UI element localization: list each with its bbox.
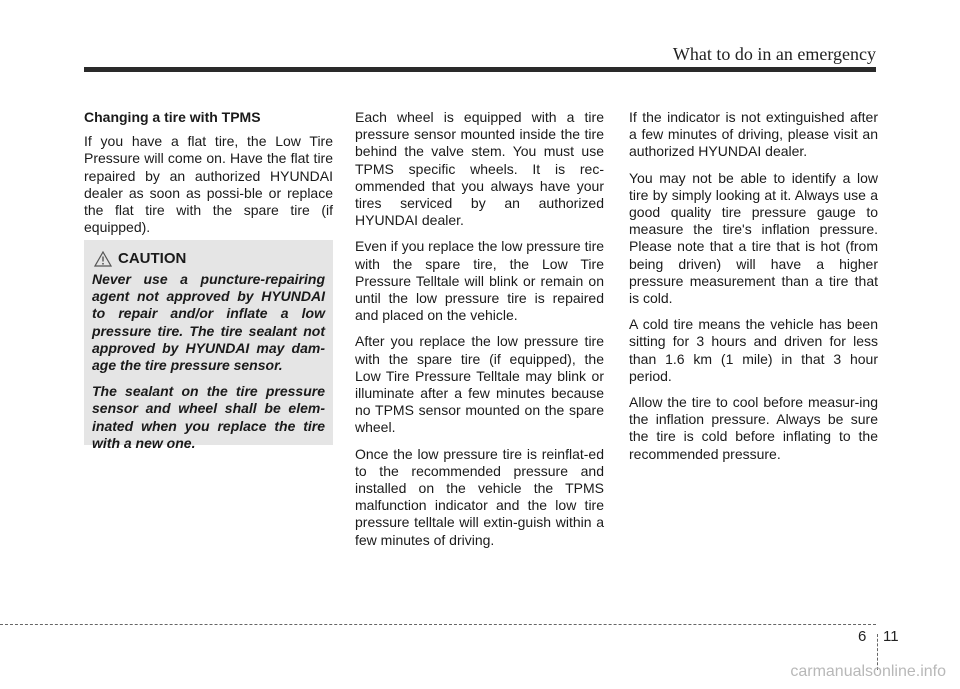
paragraph: After you replace the low pressure tire with the spare tire (if equipped), the Low Tire Pressure Telltale may blink or illuminate after a few minutes because no TPMS sensor mounted on the spare wheel. [355, 333, 604, 436]
watermark: carmanualsonline.info [790, 663, 946, 680]
column-right [629, 109, 878, 472]
caution-heading [94, 250, 325, 267]
chapter-number: 6 [858, 628, 867, 645]
paragraph: Once the low pressure tire is reinflat-ed to the recommended pressure and installed on the vehicle the TPMS malfunction indicator and the low tire pressure telltale will extin-guish within a few minutes of driving. [355, 445, 604, 548]
footer-divider [0, 624, 876, 625]
paragraph: You may not be able to identify a low tire by simply looking at it. Always use a good quality tire pressure gauge to measure the tire's inflation pressure. Please note that a tire that is hot (from being driven) will have a higher pressure measurement than a tire that is cold. [629, 169, 878, 307]
paragraph: If you have a flat tire, the Low Tire Pressure will come on. Have the flat tire repaired by an authorized HYUNDAI dealer as soon as possi-ble or replace the flat tire with the spare tire (if equipped). [84, 133, 333, 236]
paragraph: Allow the tire to cool before measur-ing the inflation pressure. Always be sure the tire is cold before inflating to the recommended pressure. [629, 394, 878, 462]
paragraph: If the indicator is not extinguished after a few minutes of driving, please visit an authorized HYUNDAI dealer. [629, 109, 878, 160]
header-rule [84, 67, 876, 72]
warning-triangle-icon [94, 251, 112, 267]
paragraph: Each wheel is equipped with a tire pressure sensor mounted inside the tire behind the valve stem. You must use TPMS specific wheels. It is rec-ommended that you always have your tires serviced by an authorized HYUNDAI dealer. [355, 109, 604, 229]
column-left [84, 109, 333, 245]
paragraph: Even if you replace the low pressure tire with the spare tire, the Low Tire Pressure Telltale will blink or remain on until the low pressure tire is repaired and placed on the vehicle. [355, 238, 605, 324]
caution-title: CAUTION [118, 250, 187, 267]
column-middle [355, 109, 604, 558]
caution-paragraph: Never use a puncture-repairing agent not approved by HYUNDAI to repair and/or inflate a low pressure tire. The tire sealant not approved by HYUNDAI may dam-age the tire pressure sensor. [92, 271, 325, 374]
section-heading: Changing a tire with TPMS [84, 109, 261, 125]
header-title: What to do in an emergency [672, 44, 876, 64]
page-number: 11 [883, 628, 899, 645]
caution-paragraph: The sealant on the tire pressure sensor and wheel shall be elem-inated when you replace the tire with a new one. [92, 383, 325, 451]
paragraph: A cold tire means the vehicle has been sitting for 3 hours and driven for less than 1.6 km (1 mile) in that 3 hour period. [629, 316, 878, 384]
caution-box [84, 240, 333, 451]
